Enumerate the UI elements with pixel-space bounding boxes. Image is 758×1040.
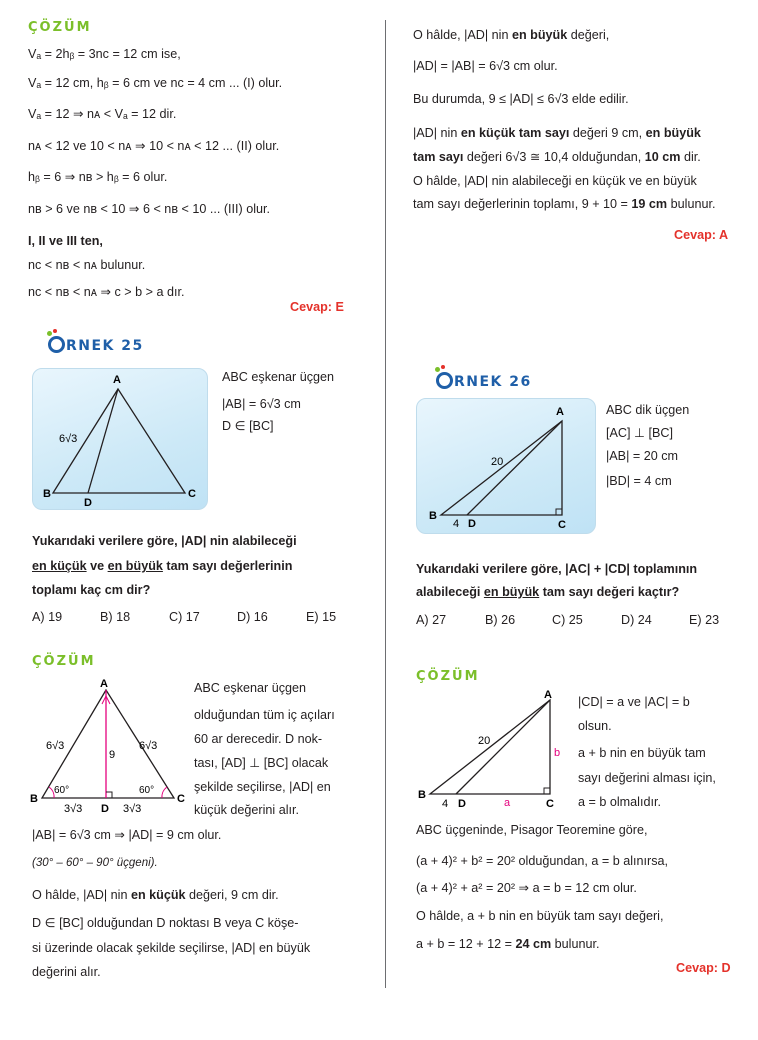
cozum-heading-25: ÇÖZÜM [32, 654, 96, 669]
cozum-heading-26: ÇÖZÜM [416, 669, 480, 684]
option-e: E) 15 [306, 610, 337, 624]
label-a: A [556, 406, 564, 418]
right-line-7: tam sayı değerlerinin toplamı, 9 + 10 = 19 cm bulunur. [413, 197, 716, 211]
given-2: [AC] ⊥ [BC] [606, 426, 673, 440]
sol26-text-3: a + b nin en büyük tam [578, 746, 706, 760]
figure-box-26 [416, 398, 596, 534]
sol25-line-3: O hâlde, |AD| nin en küçük değeri, 9 cm dir. [32, 888, 279, 902]
o-logo-icon [436, 372, 453, 389]
label-c: C [188, 488, 196, 500]
label-dc: 3√3 [123, 803, 142, 815]
eq-line-4: nᴀ < 12 ve 10 < nᴀ ⇒ 10 < nᴀ < 12 ... (II) olur. [28, 139, 280, 153]
given-3: |AB| = 20 cm [606, 449, 678, 463]
figure-box-25 [32, 368, 208, 510]
label-b: B [418, 789, 426, 801]
sol25-text-2: olduğundan tüm iç açıları [194, 708, 335, 722]
label-ab: 20 [491, 456, 504, 468]
question-26-line-2: alabileceği en büyük tam sayı değeri kaçtır? [416, 585, 680, 599]
label-angle-c: 60° [139, 785, 155, 796]
question-25-line-2: en küçük ve en büyük tam sayı değerlerinin [32, 559, 293, 573]
right-line-3: Bu durumda, 9 ≤ |AD| ≤ 6√3 elde edilir. [413, 92, 629, 106]
option-e: E) 23 [689, 613, 720, 627]
answer-label-right: Cevap: A [674, 228, 729, 242]
given-2: |AB| = 6√3 cm [222, 397, 301, 411]
eq-line-7: I, II ve III ten, [28, 234, 103, 248]
example-25-heading: RNEK 25 [48, 336, 144, 354]
option-c: C) 17 [169, 610, 200, 624]
question-25-line-3: toplamı kaç cm dir? [32, 583, 151, 597]
sol25-text-5: şekilde seçilirse, |AD| en [194, 780, 331, 794]
label-ab: 20 [478, 735, 491, 747]
sol26-text-2: olsun. [578, 719, 612, 733]
right-line-5: tam sayı değeri 6√3 ≅ 10,4 olduğundan, 10 cm dir. [413, 150, 701, 164]
option-a: A) 19 [32, 610, 63, 624]
sol26-text-4: sayı değerini alması için, [578, 771, 716, 785]
sol25-line-5: si üzerinde olacak şekilde seçilirse, |AD| en büyük [32, 941, 311, 955]
label-bd: 4 [442, 798, 449, 810]
right-line-4: |AD| nin en küçük tam sayı değeri 9 cm, en büyük [413, 126, 701, 140]
option-a: A) 27 [416, 613, 447, 627]
label-b-side: b [554, 747, 561, 759]
label-a: A [544, 689, 552, 701]
sol25-line-6: değerini alır. [32, 965, 101, 979]
label-height: 9 [109, 749, 116, 761]
eq-line-5: hᵦ = 6 ⇒ nʙ > hᵦ = 6 olur. [28, 170, 168, 184]
label-bd: 4 [453, 518, 460, 530]
eq-line-9: nᴄ < nʙ < nᴀ ⇒ c > b > a dır. [28, 285, 185, 299]
given-1: ABC eşkenar üçgen [222, 370, 335, 384]
label-a: A [113, 374, 121, 386]
label-c: C [177, 793, 185, 805]
sol26-line-4: O hâlde, a + b nin en büyük tam sayı değeri, [416, 909, 664, 923]
cozum-heading: ÇÖZÜM [28, 20, 92, 35]
label-side: 6√3 [59, 433, 78, 445]
sol26-text-1: |CD| = a ve |AC| = b [578, 695, 690, 709]
eq-line-1: Vₐ = 2hᵦ = 3nᴄ = 12 cm ise, [28, 47, 181, 61]
label-d: D [468, 518, 476, 530]
eq-line-8: nᴄ < nʙ < nᴀ bulunur. [28, 258, 146, 272]
sol26-line-1: ABC üçgeninde, Pisagor Teoremine göre, [416, 823, 648, 837]
right-line-6: O hâlde, |AD| nin alabileceği en küçük ve en büyük [413, 174, 697, 188]
label-angle-b: 60° [54, 785, 70, 796]
o-logo-icon [48, 336, 65, 353]
option-d: D) 24 [621, 613, 652, 627]
label-a: A [100, 678, 108, 690]
triangle-figure-26 [417, 399, 595, 533]
label-b: B [429, 510, 437, 522]
eq-line-2: Vₐ = 12 cm, hᵦ = 6 cm ve nᴄ = 4 cm ... (I) olur. [28, 76, 283, 90]
option-d: D) 16 [237, 610, 268, 624]
sol25-text-1: ABC eşkenar üçgen [194, 681, 307, 695]
option-b: B) 18 [100, 610, 131, 624]
sol26-line-5: a + b = 12 + 12 = 24 cm bulunur. [416, 937, 600, 951]
eq-line-3: Vₐ = 12 ⇒ nᴀ < Vₐ = 12 dir. [28, 107, 177, 121]
label-b: B [30, 793, 38, 805]
sol26-text-5: a = b olmalıdır. [578, 795, 661, 809]
solution-triangle-25 [28, 676, 190, 818]
right-line-1: O hâlde, |AD| nin en büyük değeri, [413, 28, 610, 42]
given-3: D ∈ [BC] [222, 419, 274, 433]
solution-triangle-26 [412, 686, 572, 810]
question-26-line-1: Yukarıdaki verilere göre, |AC| + |CD| toplamının [416, 562, 698, 576]
given-4: |BD| = 4 cm [606, 474, 672, 488]
sol26-line-3: (a + 4)² + a² = 20² ⇒ a = b = 12 cm olur. [416, 881, 637, 895]
sol25-line-1: |AB| = 6√3 cm ⇒ |AD| = 9 cm olur. [32, 828, 222, 842]
example-26-heading: RNEK 26 [436, 372, 532, 390]
sol26-line-2: (a + 4)² + b² = 20² olduğundan, a = b alınırsa, [416, 854, 669, 868]
label-a-side: a [504, 797, 511, 809]
label-d: D [101, 803, 109, 815]
label-c: C [558, 519, 566, 531]
right-line-2: |AD| = |AB| = 6√3 cm olur. [413, 59, 558, 73]
label-left-side: 6√3 [46, 740, 65, 752]
triangle-figure-25 [33, 369, 207, 509]
answer-label-26: Cevap: D [676, 961, 731, 975]
label-right-side: 6√3 [139, 740, 158, 752]
label-c: C [546, 798, 554, 810]
label-d: D [84, 497, 92, 509]
sol25-line-2: (30° – 60° – 90° üçgeni). [32, 857, 158, 869]
sol25-line-4: D ∈ [BC] olduğundan D noktası B veya C köşe- [32, 916, 299, 930]
label-b: B [43, 488, 51, 500]
sol25-text-4: tası, [AD] ⊥ [BC] olacak [194, 756, 329, 770]
eq-line-6: nʙ > 6 ve nʙ < 10 ⇒ 6 < nʙ < 10 ... (III) olur. [28, 202, 271, 216]
option-b: B) 26 [485, 613, 516, 627]
label-d: D [458, 798, 466, 810]
question-25-line-1: Yukarıdaki verilere göre, |AD| nin alabileceği [32, 534, 297, 548]
label-bd: 3√3 [64, 803, 83, 815]
sol25-text-3: 60 ar derecedir. D nok- [194, 732, 323, 746]
option-c: C) 25 [552, 613, 583, 627]
given-1: ABC dik üçgen [606, 403, 690, 417]
column-divider [385, 20, 386, 988]
answer-label: Cevap: E [290, 300, 344, 314]
sol25-text-6: küçük değerini alır. [194, 803, 300, 817]
